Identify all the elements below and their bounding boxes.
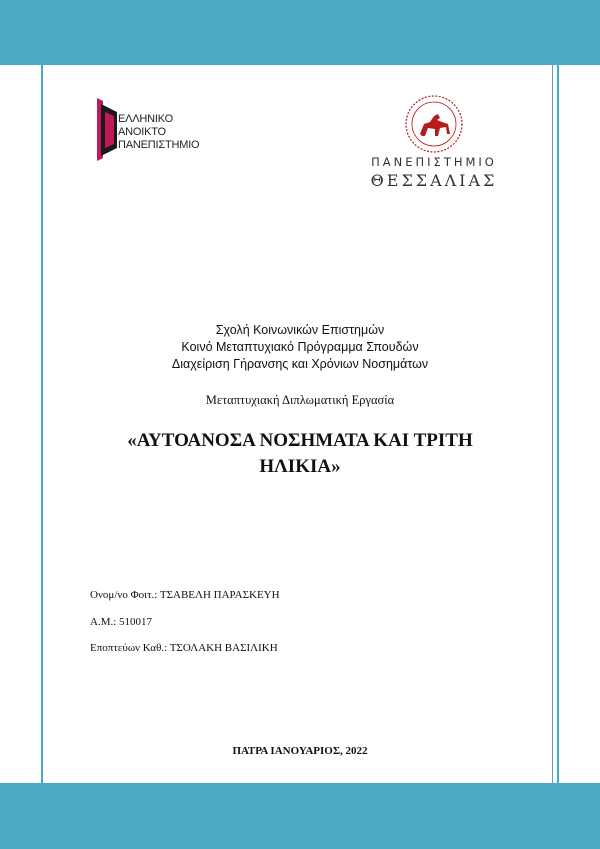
eap-line-1: ΕΛΛΗΝΙΚΟ [118, 113, 173, 125]
eap-line-2: ΑΝΟΙΚΤΟ [118, 126, 166, 138]
thesis-title [48, 428, 552, 480]
right-border-line [557, 0, 559, 849]
thesis-type: Μεταπτυχιακή Διπλωματική Εργασία [205, 393, 395, 407]
top-band [0, 0, 600, 65]
program-name: Κοινό Μεταπτυχιακό Πρόγραμμα Σπουδών [181, 340, 419, 354]
bottom-band [0, 783, 600, 849]
registration-number: Α.Μ.: 510017 [90, 616, 153, 628]
university-of-thessaly-seal-icon [404, 94, 464, 154]
left-border-line [41, 0, 43, 849]
supervisor-name: Εποπτεύων Καθ.: ΤΣΟΛΑΚΗ ΒΑΣΙΛΙΚΗ [90, 642, 278, 654]
title-line-2: ΗΛΙΚΙΑ» [259, 456, 341, 477]
title-line-1: «ΑΥΤΟΑΝΟΣΑ ΝΟΣΗΜΑΤΑ ΚΑΙ ΤΡΙΤΗ [127, 430, 473, 451]
eap-line-3: ΠΑΝΕΠΙΣΤΗΜΙΟ [118, 139, 200, 151]
eap-logo-text [118, 113, 199, 152]
uth-name-line2: ΘΕΣΣΑΛΙΑΣ [370, 171, 498, 190]
school-name: Σχολή Κοινωνικών Επιστημών [215, 323, 385, 337]
uth-name-line1: ΠΑΝΕΠΙΣΤΗΜΙΟ [371, 155, 497, 169]
specialization-name: Διαχείριση Γήρανσης και Χρόνιων Νοσημάτων [171, 357, 429, 371]
place-date: ΠΑΤΡΑ ΙΑΝΟΥΑΡΙΟΣ, 2022 [232, 745, 368, 757]
school-block [48, 322, 552, 373]
student-name: Ονομ/νο Φοιτ.: ΤΣΑΒΕΛΗ ΠΑΡΑΣΚΕΥΗ [90, 589, 280, 601]
eap-logo-icon [97, 98, 119, 164]
